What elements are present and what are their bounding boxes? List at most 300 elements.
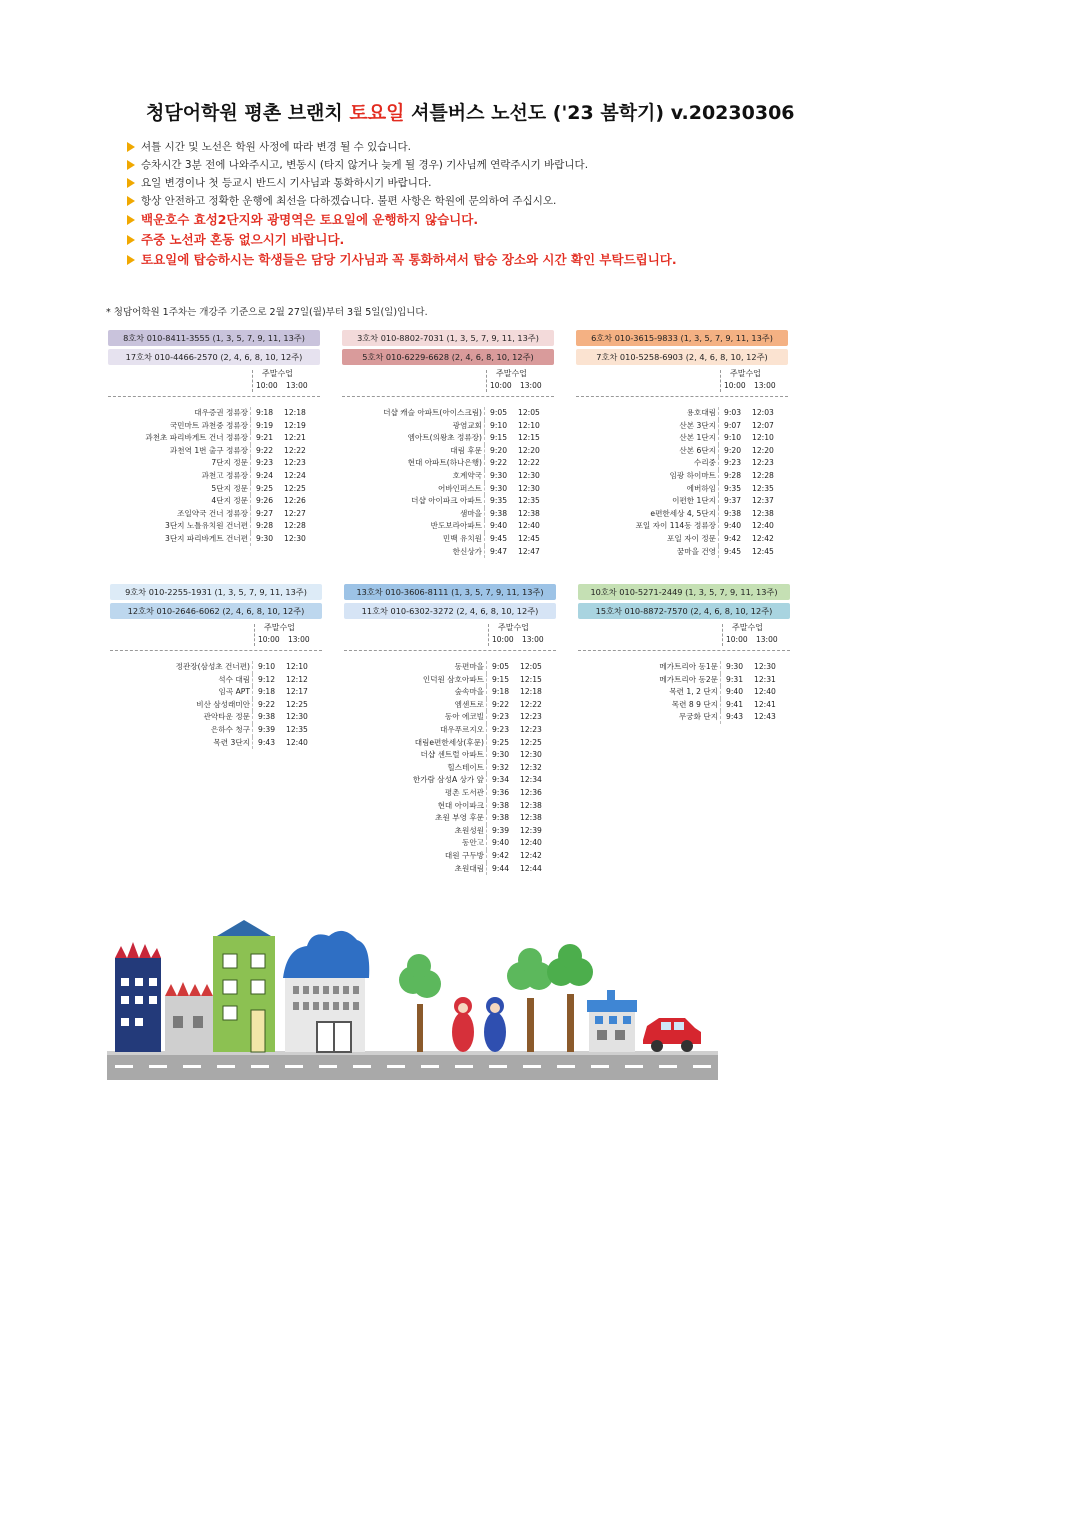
stop-name: 용호대림 bbox=[687, 407, 719, 420]
warning-item: 백운호수 효성2단지와 광명역은 토요일에 운행하지 않습니다. bbox=[127, 210, 867, 230]
stop-time-1300: 12:26 bbox=[284, 496, 306, 506]
session-label: 주말수업 bbox=[730, 369, 761, 378]
stop-time-1000: 9:42 bbox=[724, 533, 742, 543]
stop-time-1000: 9:26 bbox=[256, 496, 274, 506]
divider bbox=[110, 650, 322, 651]
stop-row bbox=[344, 800, 556, 813]
stop-time-1300: 12:23 bbox=[284, 458, 306, 468]
stop-time-1000: 9:41 bbox=[726, 699, 744, 709]
stop-row bbox=[108, 432, 320, 445]
stop-time-1300: 12:30 bbox=[284, 533, 306, 543]
stop-time-1300: 12:10 bbox=[518, 420, 540, 430]
stop-name: 7단지 정문 bbox=[211, 457, 251, 470]
route-panel bbox=[576, 330, 788, 558]
title-part1: 청담어학원 평촌 브랜치 bbox=[146, 102, 350, 124]
stop-name: 은하수 청구 bbox=[211, 724, 253, 737]
stop-time-1000: 9:27 bbox=[256, 508, 274, 518]
stop-row bbox=[344, 737, 556, 750]
stop-time-1300: 12:36 bbox=[520, 787, 542, 797]
stop-time-1300: 12:07 bbox=[752, 420, 774, 430]
stop-time-1000: 9:39 bbox=[258, 724, 276, 734]
stop-row bbox=[342, 457, 554, 470]
stop-name: 한가람 삼성A 상가 앞 bbox=[413, 774, 487, 787]
stop-time-1300: 12:03 bbox=[752, 408, 774, 417]
stop-row bbox=[344, 825, 556, 838]
stop-row bbox=[342, 470, 554, 483]
divider bbox=[108, 396, 320, 397]
stop-time-1300: 12:25 bbox=[286, 699, 308, 709]
stop-row bbox=[576, 407, 788, 420]
time-1000-header: 10:00 bbox=[490, 381, 512, 390]
stop-time-1000: 9:25 bbox=[492, 737, 510, 747]
notice-list bbox=[127, 138, 867, 270]
stop-time-1300: 12:19 bbox=[284, 420, 306, 430]
stop-time-1300: 12:40 bbox=[518, 521, 540, 531]
stop-name: 숲속마을 bbox=[455, 686, 487, 699]
stop-time-1000: 9:34 bbox=[492, 775, 510, 785]
stop-time-1300: 12:35 bbox=[752, 483, 774, 493]
stop-time-1000: 9:22 bbox=[256, 445, 274, 455]
triangle-bullet-icon bbox=[127, 255, 135, 265]
stop-name: 무궁화 단지 bbox=[679, 711, 721, 724]
stop-time-1000: 9:20 bbox=[724, 445, 742, 455]
bus-header: 12호차 010-2646-6062 (2, 4, 6, 8, 10, 12주) bbox=[110, 603, 322, 619]
stop-time-1000: 9:20 bbox=[490, 445, 508, 455]
stop-time-1000: 9:18 bbox=[258, 687, 276, 697]
stop-time-1300: 12:20 bbox=[752, 445, 774, 455]
stop-time-1000: 9:40 bbox=[726, 687, 744, 697]
stop-time-1000: 9:39 bbox=[492, 825, 510, 835]
stop-time-1000: 9:22 bbox=[258, 699, 276, 709]
stop-time-1000: 9:21 bbox=[256, 433, 274, 443]
stop-name: 더샵 센트럴 아파트 bbox=[420, 749, 487, 762]
stop-name: 더샵 캐슬 아파트(아이스크림) bbox=[383, 407, 485, 420]
stop-time-1300: 12:24 bbox=[284, 470, 306, 480]
stop-name: 엠아트(의왕초 정류장) bbox=[408, 432, 485, 445]
stop-row bbox=[342, 445, 554, 458]
stop-time-1300: 12:05 bbox=[520, 662, 542, 671]
stop-row bbox=[342, 533, 554, 546]
stop-time-1000: 9:31 bbox=[726, 674, 744, 684]
stop-time-1000: 9:38 bbox=[258, 712, 276, 722]
stop-time-1300: 12:23 bbox=[520, 724, 542, 734]
stop-name: 어바인퍼스트 bbox=[438, 483, 485, 496]
triangle-bullet-icon bbox=[127, 160, 135, 170]
bus-header: 10호차 010-5271-2449 (1, 3, 5, 7, 9, 11, 13주) bbox=[578, 584, 790, 600]
divider bbox=[254, 624, 255, 646]
stop-row bbox=[108, 533, 320, 546]
stop-row bbox=[344, 787, 556, 800]
stop-row bbox=[108, 420, 320, 433]
time-column-header bbox=[108, 368, 320, 394]
session-label: 주말수업 bbox=[498, 623, 529, 632]
stop-name: 산본 6단지 bbox=[679, 445, 719, 458]
stop-name: 현대 아파트(하나은행) bbox=[408, 457, 485, 470]
stop-time-1000: 9:37 bbox=[724, 496, 742, 506]
stop-time-1300: 12:45 bbox=[752, 546, 774, 556]
route-panel bbox=[108, 330, 320, 546]
time-1300-header: 13:00 bbox=[520, 381, 542, 390]
stop-name: 초원성원 bbox=[455, 825, 487, 838]
stop-row bbox=[108, 445, 320, 458]
bus-header: 17호차 010-4466-2570 (2, 4, 6, 8, 10, 12주) bbox=[108, 349, 320, 365]
stop-row bbox=[344, 774, 556, 787]
stop-row bbox=[110, 661, 322, 674]
stop-row bbox=[342, 407, 554, 420]
stop-name: 초원대림 bbox=[455, 863, 487, 876]
session-label: 주말수업 bbox=[496, 369, 527, 378]
stop-row bbox=[576, 546, 788, 559]
stop-name: 동안고 bbox=[462, 837, 487, 850]
stop-time-1000: 9:15 bbox=[490, 433, 508, 443]
bus-header: 13호차 010-3606-8111 (1, 3, 5, 7, 9, 11, 13주) bbox=[344, 584, 556, 600]
red-car bbox=[643, 1018, 701, 1052]
stop-time-1000: 9:10 bbox=[724, 433, 742, 443]
small-house bbox=[587, 990, 637, 1052]
stop-row bbox=[578, 699, 790, 712]
time-column-header bbox=[110, 622, 322, 648]
stop-time-1300: 12:17 bbox=[286, 687, 308, 697]
stop-name: 비산 삼성래미안 bbox=[196, 699, 253, 712]
stop-name: 석수 대림 bbox=[218, 674, 253, 687]
stop-row bbox=[342, 420, 554, 433]
stop-time-1000: 9:45 bbox=[724, 546, 742, 556]
stop-row bbox=[576, 445, 788, 458]
stop-row bbox=[578, 674, 790, 687]
stop-time-1300: 12:44 bbox=[520, 863, 542, 873]
time-1300-header: 13:00 bbox=[522, 635, 544, 644]
bus-header: 9호차 010-2255-1931 (1, 3, 5, 7, 9, 11, 13주) bbox=[110, 584, 322, 600]
stop-row bbox=[342, 546, 554, 559]
stop-name: 포일 자이 114동 정류장 bbox=[636, 520, 719, 533]
stop-time-1300: 12:28 bbox=[752, 470, 774, 480]
stop-row bbox=[108, 470, 320, 483]
stop-time-1300: 12:30 bbox=[520, 750, 542, 760]
stop-row bbox=[344, 711, 556, 724]
stop-time-1000: 9:23 bbox=[492, 712, 510, 722]
time-1000-header: 10:00 bbox=[258, 635, 280, 644]
stop-row bbox=[342, 495, 554, 508]
triangle-bullet-icon bbox=[127, 142, 135, 152]
stop-time-1300: 12:42 bbox=[520, 850, 542, 860]
page-title bbox=[146, 98, 866, 125]
bus-header: 5호차 010-6229-6628 (2, 4, 6, 8, 10, 12주) bbox=[342, 349, 554, 365]
stop-time-1300: 12:18 bbox=[284, 408, 306, 417]
stop-name: 한신상가 bbox=[453, 546, 485, 559]
stop-time-1000: 9:40 bbox=[724, 521, 742, 531]
stop-time-1300: 12:25 bbox=[520, 737, 542, 747]
stop-name: 엠센트로 bbox=[455, 699, 487, 712]
time-column-header bbox=[576, 368, 788, 394]
stop-time-1000: 9:36 bbox=[492, 787, 510, 797]
green-building bbox=[213, 920, 275, 1052]
stop-name: 포일 자이 정문 bbox=[667, 533, 719, 546]
stop-row bbox=[576, 508, 788, 521]
stop-row bbox=[110, 699, 322, 712]
bus-header: 6호차 010-3615-9833 (1, 3, 5, 7, 9, 11, 13주) bbox=[576, 330, 788, 346]
stop-time-1300: 12:30 bbox=[518, 470, 540, 480]
notice-item: 항상 안전하고 정확한 운행에 최선을 다하겠습니다. 불편 사항은 학원에 문의하여 주십시오. bbox=[127, 192, 867, 210]
stop-row bbox=[576, 495, 788, 508]
stop-name: 과천고 정류장 bbox=[202, 470, 251, 483]
stop-time-1000: 9:47 bbox=[490, 546, 508, 556]
divider bbox=[252, 370, 253, 392]
triangle-bullet-icon bbox=[127, 235, 135, 245]
stop-name: 대우증권 정류장 bbox=[194, 407, 251, 420]
route-panel bbox=[344, 584, 556, 875]
stop-row bbox=[344, 812, 556, 825]
stop-row bbox=[344, 749, 556, 762]
stop-time-1000: 9:18 bbox=[492, 687, 510, 697]
notice-item: 요일 변경이나 첫 등교시 반드시 기사님과 통화하시기 바랍니다. bbox=[127, 174, 867, 192]
divider bbox=[576, 396, 788, 397]
stop-time-1300: 12:38 bbox=[752, 508, 774, 518]
triangle-bullet-icon bbox=[127, 215, 135, 225]
stop-name: 5단지 정문 bbox=[211, 483, 251, 496]
stop-name: 메가트리아 동2문 bbox=[659, 674, 721, 687]
time-1300-header: 13:00 bbox=[754, 381, 776, 390]
stop-time-1300: 12:42 bbox=[752, 533, 774, 543]
stop-time-1000: 9:38 bbox=[492, 800, 510, 810]
stop-time-1000: 9:38 bbox=[490, 508, 508, 518]
stop-time-1300: 12:10 bbox=[286, 662, 308, 671]
time-1300-header: 13:00 bbox=[286, 381, 308, 390]
town-street-illustration bbox=[107, 918, 718, 1080]
session-label: 주말수업 bbox=[732, 623, 763, 632]
stop-time-1300: 12:31 bbox=[754, 674, 776, 684]
stop-row bbox=[344, 724, 556, 737]
grey-house bbox=[165, 982, 213, 1052]
bus-header: 8호차 010-8411-3555 (1, 3, 5, 7, 9, 11, 13주) bbox=[108, 330, 320, 346]
stop-time-1300: 12:43 bbox=[754, 712, 776, 722]
stop-name: 목련 1, 2 단지 bbox=[669, 686, 721, 699]
stop-name: 목련 3단지 bbox=[213, 737, 253, 750]
stop-time-1300: 12:05 bbox=[518, 408, 540, 417]
stop-time-1300: 12:40 bbox=[754, 687, 776, 697]
stop-time-1300: 12:28 bbox=[284, 521, 306, 531]
stop-row bbox=[342, 483, 554, 496]
stop-name: 에버하임 bbox=[687, 483, 719, 496]
stop-row bbox=[344, 674, 556, 687]
stop-row bbox=[344, 837, 556, 850]
stop-name: 더샵 아이파크 아파트 bbox=[411, 495, 485, 508]
divider bbox=[344, 650, 556, 651]
stop-time-1300: 12:15 bbox=[520, 674, 542, 684]
notice-item: 셔틀 시간 및 노선은 학원 사정에 따라 변경 될 수 있습니다. bbox=[127, 138, 867, 156]
stop-time-1300: 12:15 bbox=[518, 433, 540, 443]
divider bbox=[486, 370, 487, 392]
stop-time-1000: 9:07 bbox=[724, 420, 742, 430]
stop-name: 4단지 정문 bbox=[211, 495, 251, 508]
stop-time-1000: 9:30 bbox=[490, 470, 508, 480]
stop-time-1300: 12:32 bbox=[520, 762, 542, 772]
stop-name: 동아 에코빌 bbox=[445, 711, 487, 724]
stop-row bbox=[110, 711, 322, 724]
stop-time-1000: 9:15 bbox=[492, 674, 510, 684]
stop-row bbox=[576, 483, 788, 496]
stop-time-1000: 9:45 bbox=[490, 533, 508, 543]
stop-name: 호계약국 bbox=[453, 470, 485, 483]
stop-name: 인덕원 삼호아파트 bbox=[423, 674, 487, 687]
stop-time-1000: 9:32 bbox=[492, 762, 510, 772]
stop-name: 산본 3단지 bbox=[679, 420, 719, 433]
stop-time-1300: 12:22 bbox=[520, 699, 542, 709]
divider bbox=[488, 624, 489, 646]
stop-time-1000: 9:28 bbox=[724, 470, 742, 480]
stop-name: 현대 아이파크 bbox=[438, 800, 487, 813]
stop-time-1300: 12:22 bbox=[284, 445, 306, 455]
stop-name: 민백 유치원 bbox=[443, 533, 485, 546]
tree bbox=[547, 944, 593, 1052]
stop-time-1000: 9:23 bbox=[256, 458, 274, 468]
stop-row bbox=[342, 520, 554, 533]
notice-item: 승차시간 3분 전에 나와주시고, 변동시 (타지 않거나 늦게 될 경우) 기사님께 연락주시기 바랍니다. bbox=[127, 156, 867, 174]
stop-row bbox=[344, 762, 556, 775]
time-1000-header: 10:00 bbox=[724, 381, 746, 390]
stop-name: 국민마트 과천중 정류장 bbox=[170, 420, 251, 433]
stop-row bbox=[108, 457, 320, 470]
stop-time-1000: 9:35 bbox=[490, 496, 508, 506]
stop-time-1300: 12:40 bbox=[286, 737, 308, 747]
stop-time-1300: 12:39 bbox=[520, 825, 542, 835]
navy-building bbox=[115, 942, 161, 1052]
stop-time-1300: 12:23 bbox=[520, 712, 542, 722]
stop-time-1300: 12:35 bbox=[286, 724, 308, 734]
stop-name: 목련 8 9 단지 bbox=[672, 699, 721, 712]
stop-time-1000: 9:30 bbox=[490, 483, 508, 493]
stop-time-1000: 9:42 bbox=[492, 850, 510, 860]
stop-time-1300: 12:40 bbox=[520, 838, 542, 848]
stop-row bbox=[578, 686, 790, 699]
stop-time-1300: 12:25 bbox=[284, 483, 306, 493]
session-label: 주말수업 bbox=[264, 623, 295, 632]
stop-time-1300: 12:38 bbox=[520, 813, 542, 823]
stop-time-1000: 9:19 bbox=[256, 420, 274, 430]
stop-time-1300: 12:34 bbox=[520, 775, 542, 785]
stop-row bbox=[342, 432, 554, 445]
stop-time-1300: 12:38 bbox=[520, 800, 542, 810]
stop-name: 반도보라아파트 bbox=[431, 520, 485, 533]
divider bbox=[722, 624, 723, 646]
bus-header: 3호차 010-8802-7031 (1, 3, 5, 7, 9, 11, 13주) bbox=[342, 330, 554, 346]
stop-time-1000: 9:38 bbox=[492, 813, 510, 823]
stop-name: 샘마을 bbox=[460, 508, 485, 521]
stop-name: 꿈마을 건영 bbox=[677, 546, 719, 559]
time-1000-header: 10:00 bbox=[492, 635, 514, 644]
stop-time-1000: 9:10 bbox=[258, 662, 276, 671]
stop-time-1000: 9:10 bbox=[490, 420, 508, 430]
stop-name: 동편마을 bbox=[455, 661, 487, 674]
time-1000-header: 10:00 bbox=[726, 635, 748, 644]
stop-name: 힐스테이트 bbox=[447, 762, 487, 775]
stop-time-1000: 9:05 bbox=[490, 408, 508, 417]
stop-row bbox=[576, 533, 788, 546]
bus-header: 7호차 010-5258-6903 (2, 4, 6, 8, 10, 12주) bbox=[576, 349, 788, 365]
stop-time-1000: 9:30 bbox=[256, 533, 274, 543]
stop-name: 3단지 노틀유치원 건너편 bbox=[165, 520, 251, 533]
stop-time-1000: 9:23 bbox=[724, 458, 742, 468]
time-column-header bbox=[342, 368, 554, 394]
time-column-header bbox=[344, 622, 556, 648]
stop-name: 산본 1단지 bbox=[679, 432, 719, 445]
stop-time-1000: 9:28 bbox=[256, 521, 274, 531]
stop-time-1300: 12:30 bbox=[754, 662, 776, 671]
stop-name: 초원 부영 후문 bbox=[435, 812, 487, 825]
stop-row bbox=[108, 508, 320, 521]
stop-name: 대림 후문 bbox=[450, 445, 485, 458]
route-panel bbox=[578, 584, 790, 724]
stop-time-1300: 12:37 bbox=[752, 496, 774, 506]
route-panel bbox=[110, 584, 322, 749]
warning-item: 주중 노선과 혼동 없으시기 바랍니다. bbox=[127, 230, 867, 250]
stop-name: 수리중 bbox=[694, 457, 719, 470]
tree bbox=[507, 948, 553, 1052]
stop-name: 임곡 APT bbox=[219, 686, 254, 699]
title-highlight: 토요일 bbox=[349, 102, 405, 124]
stop-row bbox=[344, 686, 556, 699]
stop-row bbox=[576, 470, 788, 483]
stop-time-1000: 9:44 bbox=[492, 863, 510, 873]
stop-row bbox=[108, 483, 320, 496]
stop-name: 과천역 1번 출구 정류장 bbox=[170, 445, 251, 458]
warning-item: 토요일에 탑승하시는 학생들은 담당 기사님과 꼭 통화하셔서 탑승 장소와 시간 확인 부탁드립니다. bbox=[127, 250, 867, 270]
stop-time-1000: 9:43 bbox=[726, 712, 744, 722]
stop-time-1000: 9:22 bbox=[490, 458, 508, 468]
stop-time-1000: 9:35 bbox=[724, 483, 742, 493]
stop-row bbox=[110, 724, 322, 737]
stop-time-1000: 9:18 bbox=[256, 408, 274, 417]
stop-time-1000: 9:40 bbox=[492, 838, 510, 848]
stop-time-1000: 9:40 bbox=[490, 521, 508, 531]
stop-time-1300: 12:40 bbox=[752, 521, 774, 531]
stop-time-1000: 9:12 bbox=[258, 674, 276, 684]
stop-time-1300: 12:30 bbox=[518, 483, 540, 493]
stop-row bbox=[110, 737, 322, 750]
time-column-header bbox=[578, 622, 790, 648]
time-1000-header: 10:00 bbox=[256, 381, 278, 390]
stop-time-1300: 12:38 bbox=[518, 508, 540, 518]
stop-time-1000: 9:24 bbox=[256, 470, 274, 480]
stop-name: 관악타운 정문 bbox=[204, 711, 253, 724]
stop-time-1000: 9:05 bbox=[492, 662, 510, 671]
doll-red bbox=[452, 997, 474, 1052]
stop-time-1300: 12:30 bbox=[286, 712, 308, 722]
stop-time-1300: 12:45 bbox=[518, 533, 540, 543]
stop-row bbox=[344, 699, 556, 712]
stop-time-1000: 9:22 bbox=[492, 699, 510, 709]
stop-row bbox=[576, 520, 788, 533]
stop-time-1000: 9:03 bbox=[724, 408, 742, 417]
route-panel bbox=[342, 330, 554, 558]
stop-name: 과천초 파리바게트 건너 정류장 bbox=[145, 432, 251, 445]
stop-name: 광염교회 bbox=[453, 420, 485, 433]
stop-row bbox=[108, 495, 320, 508]
stop-row bbox=[576, 420, 788, 433]
doll-blue bbox=[484, 997, 506, 1052]
time-1300-header: 13:00 bbox=[288, 635, 310, 644]
stop-row bbox=[342, 508, 554, 521]
stop-time-1000: 9:38 bbox=[724, 508, 742, 518]
stop-time-1000: 9:25 bbox=[256, 483, 274, 493]
stop-name: 정관장(삼성초 건너편) bbox=[176, 661, 253, 674]
stop-row bbox=[344, 863, 556, 876]
stop-time-1000: 9:30 bbox=[492, 750, 510, 760]
stop-row bbox=[578, 661, 790, 674]
stop-time-1000: 9:30 bbox=[726, 662, 744, 671]
stop-time-1300: 12:27 bbox=[284, 508, 306, 518]
divider bbox=[578, 650, 790, 651]
stop-row bbox=[344, 850, 556, 863]
